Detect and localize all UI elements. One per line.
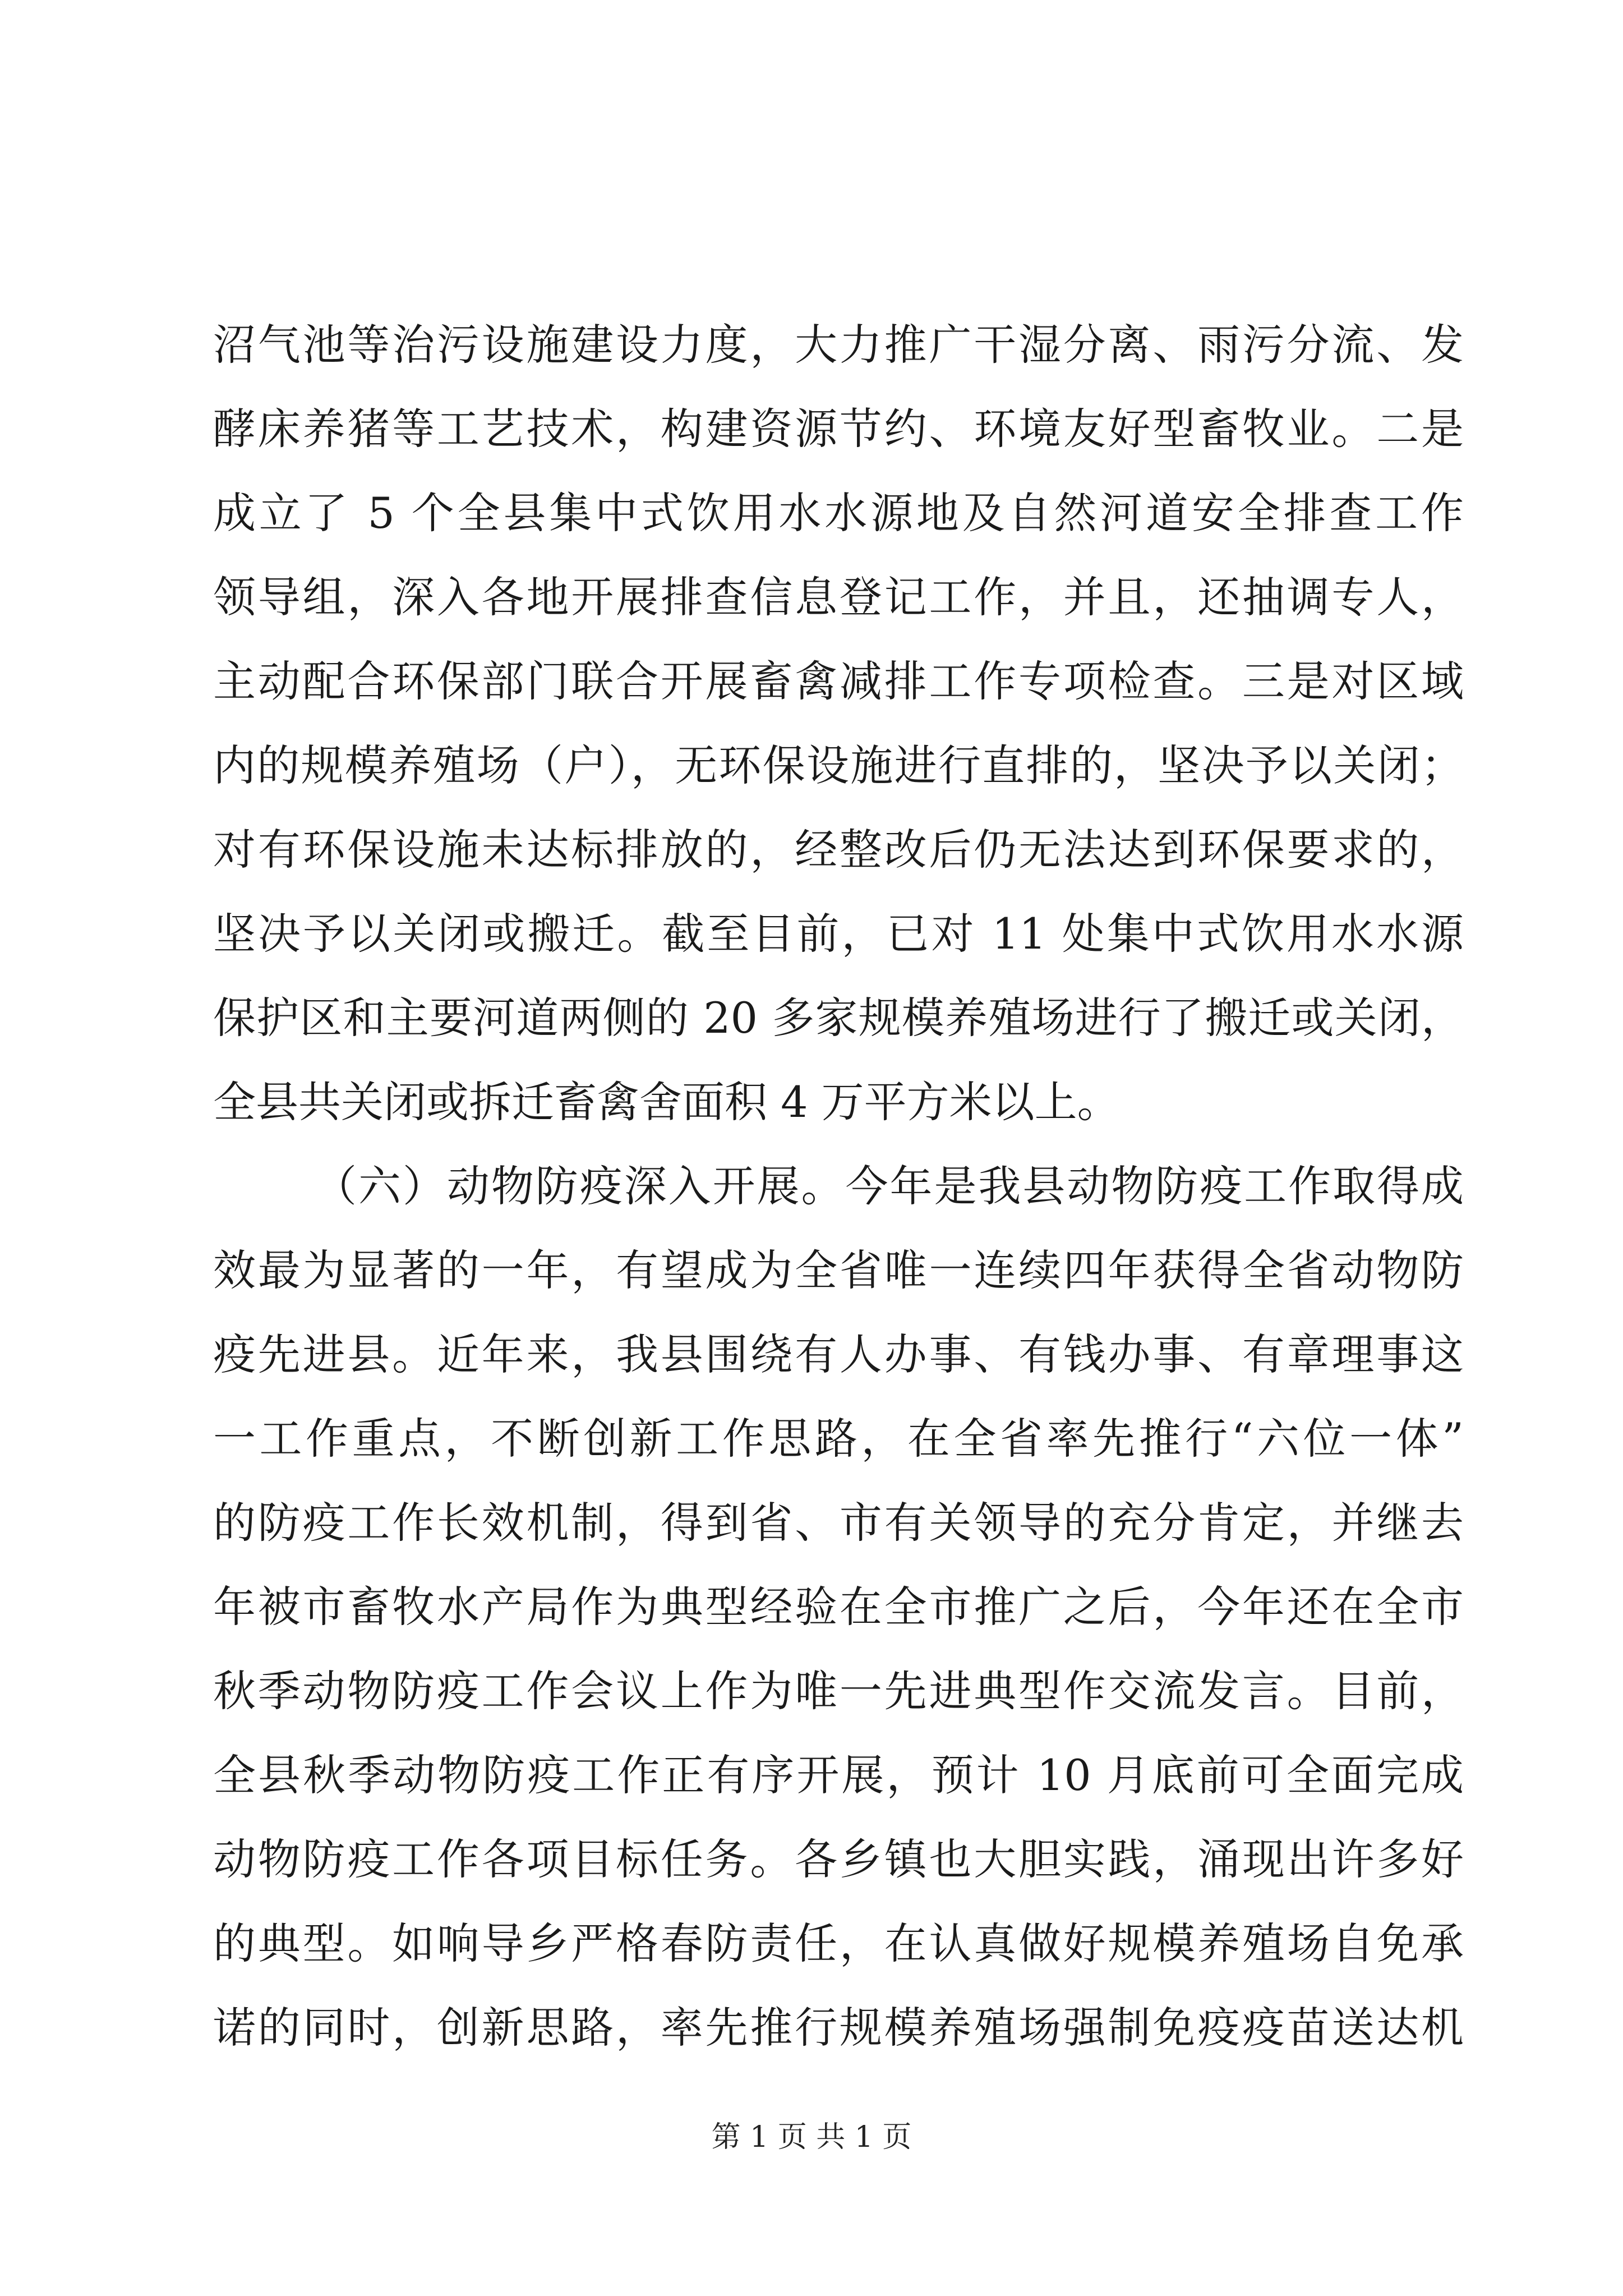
text-line: 全县秋季动物防疫工作正有序开展，预计 10 月底前可全面完成 (213, 1750, 1464, 1800)
text-line: 对有环保设施未达标排放的，经整改后仍无法达到环保要求的， (213, 825, 1464, 875)
page-footer: 第 1 页 共 1 页 (711, 2120, 912, 2154)
text-line: 坚决予以关闭或搬迁。截至目前，已对 11 处集中式饮用水水源 (213, 909, 1464, 959)
text-line: 主动配合环保部门联合开展畜禽减排工作专项检查。三是对区域 (213, 656, 1464, 706)
text-line: 一工作重点，不断创新工作思路，在全省率先推行“六位一体” (213, 1414, 1464, 1464)
text-line: 沼气池等治污设施建设力度，大力推广干湿分离、雨污分流、发 (213, 320, 1464, 370)
text-line: 秋季动物防疫工作会议上作为唯一先进典型作交流发言。目前， (213, 1666, 1464, 1716)
text-line: 保护区和主要河道两侧的 20 多家规模养殖场进行了搬迁或关闭， (213, 993, 1464, 1043)
text-line: 全县共关闭或拆迁畜禽舍面积 4 万平方米以上。 (213, 1077, 1120, 1127)
text-line: 疫先进县。近年来，我县围绕有人办事、有钱办事、有章理事这 (213, 1329, 1464, 1379)
text-line: 的典型。如响导乡严格春防责任，在认真做好规模养殖场自免承 (213, 1918, 1464, 1968)
text-line: 动物防疫工作各项目标任务。各乡镇也大胆实践，涌现出许多好 (213, 1834, 1464, 1884)
text-line: 的防疫工作长效机制，得到省、市有关领导的充分肯定，并继去 (213, 1498, 1464, 1548)
text-line: 诺的同时，创新思路，率先推行规模养殖场强制免疫疫苗送达机 (213, 2003, 1464, 2053)
text-line: 领导组，深入各地开展排查信息登记工作，并且，还抽调专人， (213, 572, 1464, 622)
text-line: 内的规模养殖场（户），无环保设施进行直排的，坚决予以关闭； (213, 740, 1464, 790)
text-line: 效最为显著的一年，有望成为全省唯一连续四年获得全省动物防 (213, 1245, 1464, 1295)
text-line: 年被市畜牧水产局作为典型经验在全市推广之后，今年还在全市 (213, 1582, 1464, 1632)
paragraph-heading-line: （六）动物防疫深入开展。今年是我县动物防疫工作取得成 (314, 1161, 1464, 1211)
text-line: 成立了 5 个全县集中式饮用水水源地及自然河道安全排查工作 (213, 488, 1464, 538)
text-line: 酵床养猪等工艺技术，构建资源节约、环境友好型畜牧业。二是 (213, 404, 1464, 454)
